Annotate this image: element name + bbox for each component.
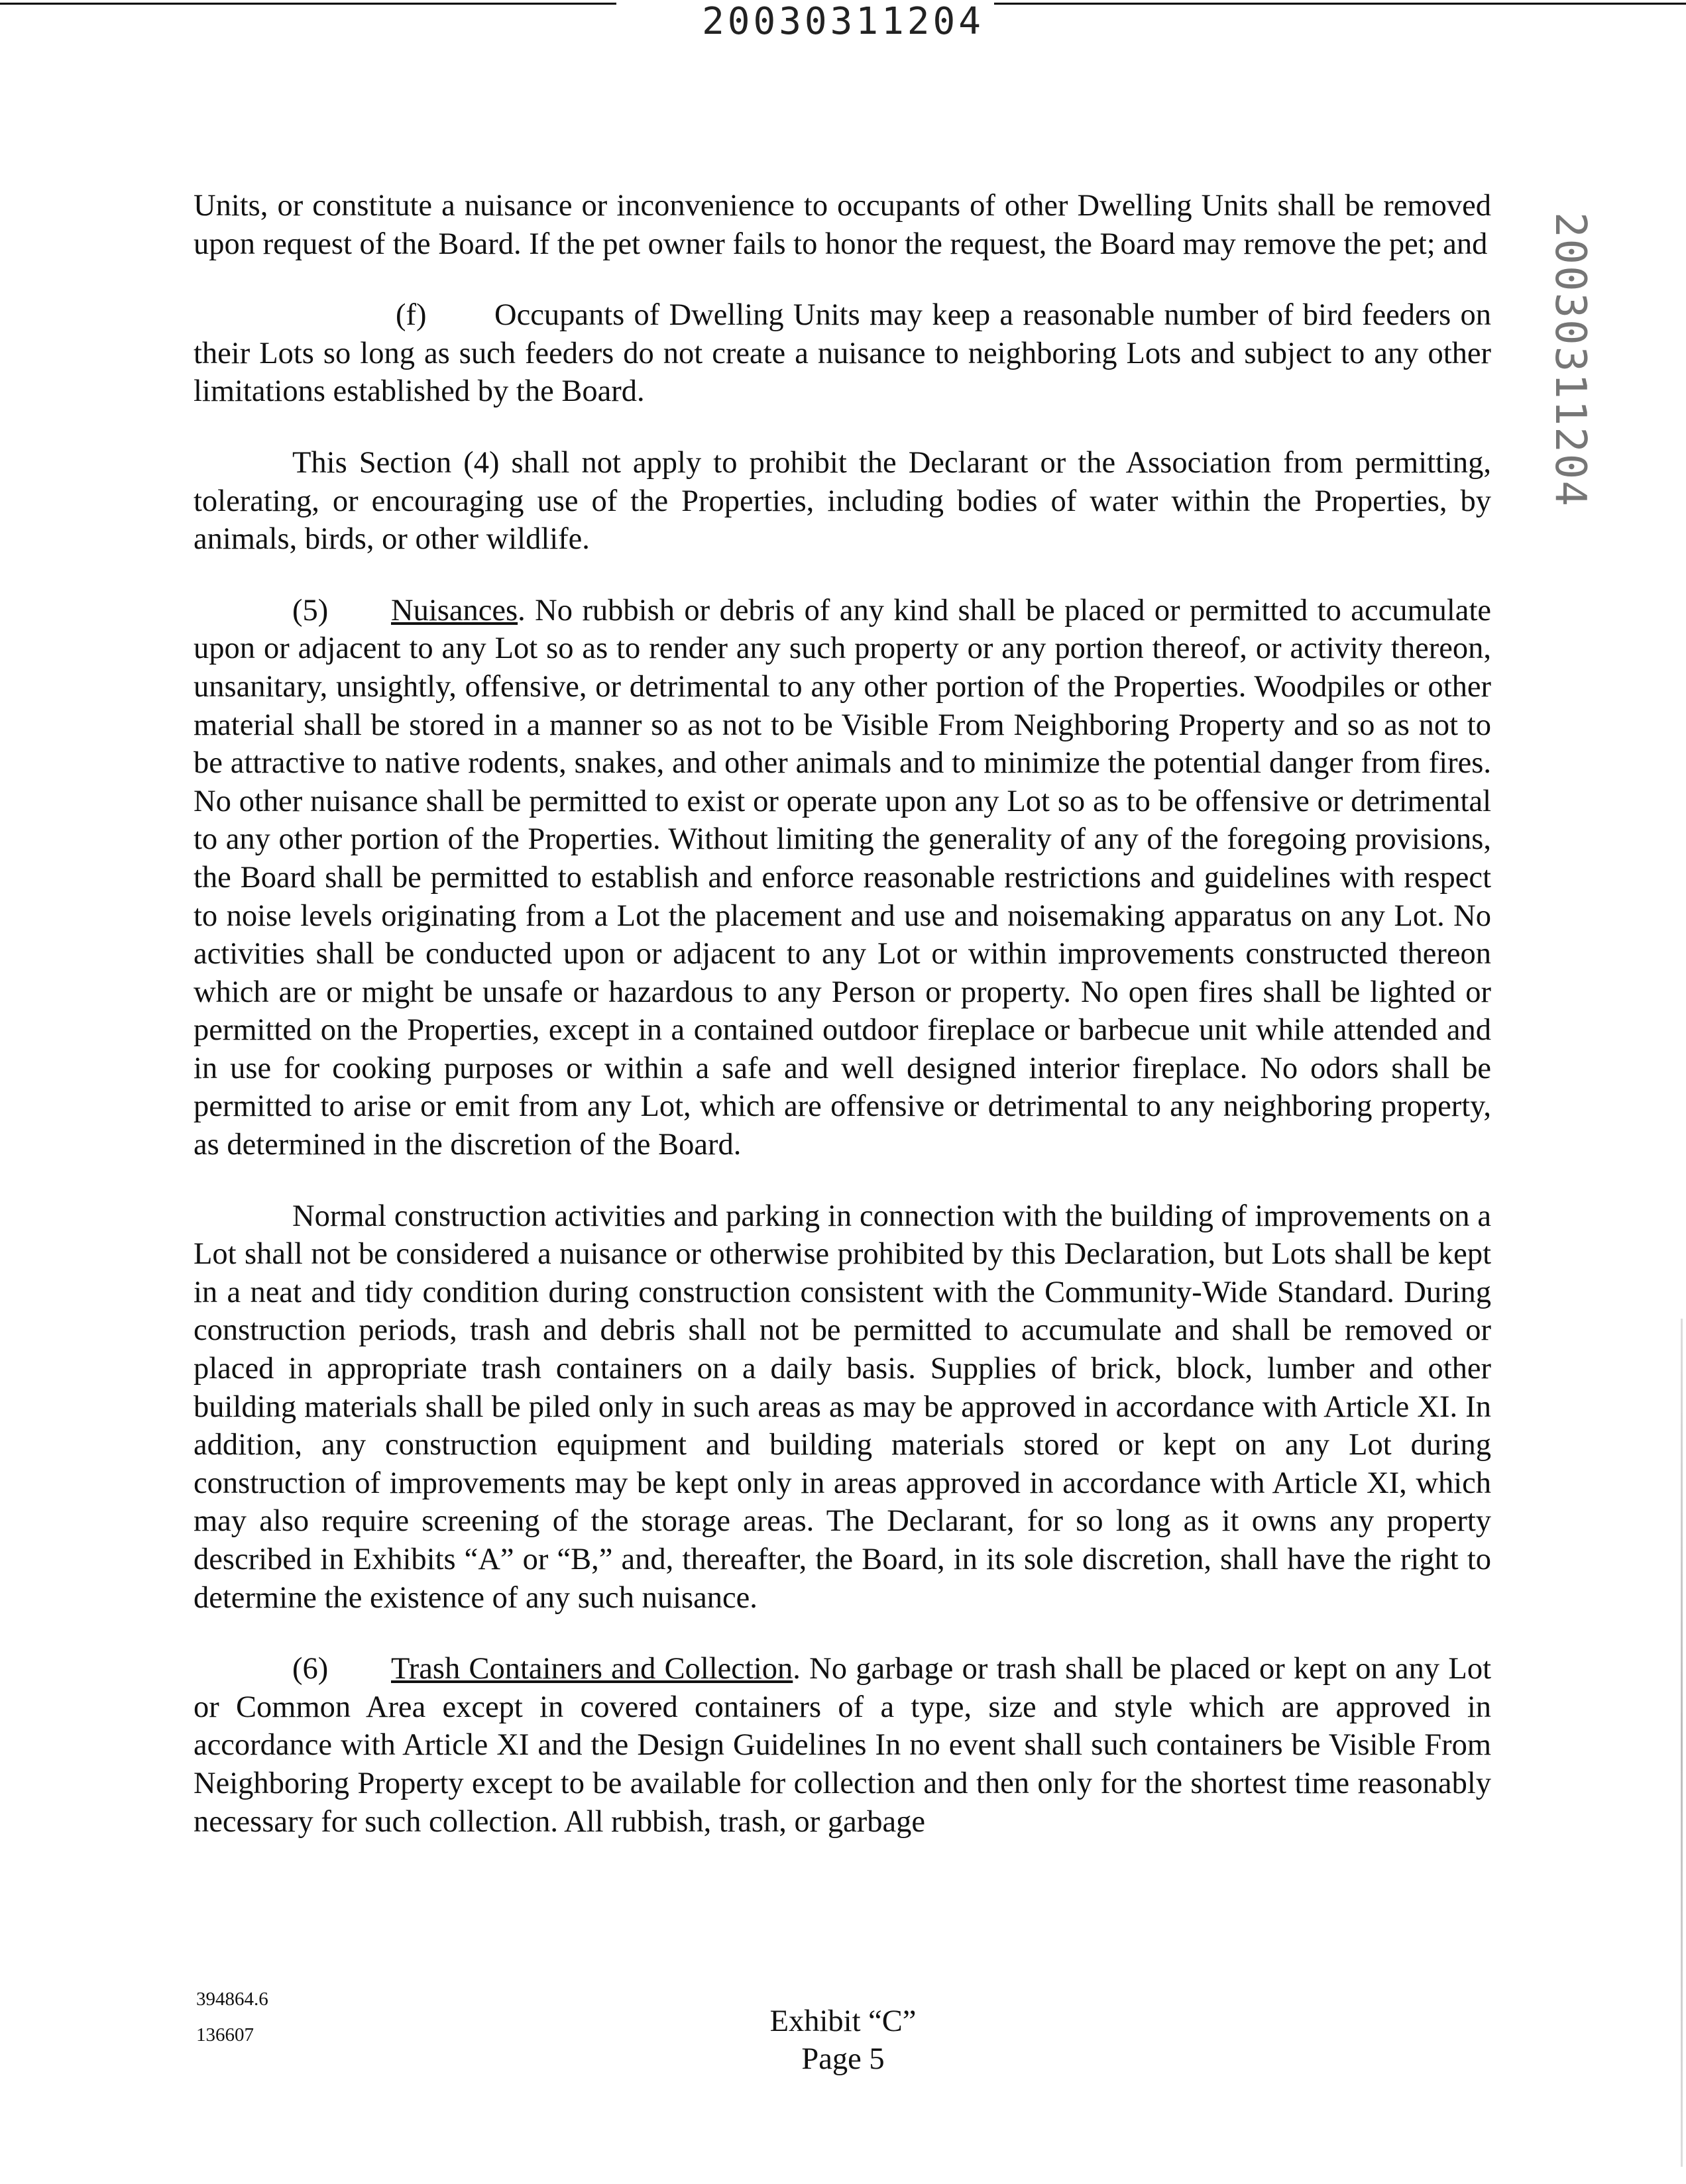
footer-exhibit [0, 2002, 1686, 2078]
footer-code-1: 394864.6 [196, 1989, 268, 2010]
page-number: Page 5 [801, 2042, 885, 2076]
paragraph-bird-feeders [194, 296, 1491, 411]
paragraph-nuisances [194, 592, 1491, 1164]
document-number: 20030311204 [702, 0, 984, 43]
paragraph-trash [194, 1650, 1491, 1841]
item-number: (5) [292, 593, 329, 628]
item-text: Occupants of Dwelling Units may keep a reasonable number of bird feeders on their Lots so long as such feeders do not create a nuisance to neighboring Lots and subject to any other limitations established by the Board. [194, 298, 1491, 409]
paragraph-section-4-scope: This Section (4) shall not apply to prohibit the Declarant or the Association from permitting, tolerating, or encouraging use of the Properties, including bodies of water within the Properties, by animals, birds, or other wildlife. [194, 445, 1491, 557]
section-heading: Trash Containers and Collection [391, 1652, 793, 1686]
paragraph-construction: Normal construction activities and parking in connection with the building of improvements on a Lot shall not be considered a nuisance or otherwise prohibited by this Declaration, but Lots shall be kept in a neat and tidy condition during construction consistent with the Community-Wide Standard. During construction periods, trash and debris shall not be permitted to accumulate and shall be removed or placed in appropriate trash containers on a daily basis. Supplies of brick, block, lumber and other building materials shall be piled only in such areas as may be approved in accordance with Article XI. In addition, any construction equipment and building materials stored or kept on any Lot during construction of improvements may be kept only in areas approved in accordance with Article XI, which may also require screening of the storage areas. The Declarant, for so long as it owns any property described in Exhibits “A” or “B,” and, thereafter, the Board, in its sole discretion, shall have the right to determine the existence of any such nuisance. [194, 1199, 1491, 1615]
section-heading: Nuisances [391, 593, 518, 628]
paragraph-pets-continued: Units, or constitute a nuisance or inconvenience to occupants of other Dwelling Units shall be removed upon request of the Board. If the pet owner fails to honor the request, the Board may remove the pet; and [194, 189, 1491, 261]
item-text: . No rubbish or debris of any kind shall be placed or permitted to accumulate upon or adjacent to any Lot so as to render any such property or any portion thereof, or activity thereon, unsanitary, unsightly, offensive, or detrimental to any other portion of the Properties. Woodpiles or other material shall be stored in a manner so as not to be Visible From Neighboring Property and so as not to be attractive to native rodents, snakes, and other animals and to minimize the potential danger from fires. No other nuisance shall be permitted to exist or operate upon any Lot so as to be offensive or detrimental to any other portion of the Properties. Without limiting the generality of any of the foregoing provisions, the Board shall be permitted to establish and enforce reasonable restrictions and guidelines with respect to noise levels originating from a Lot the placement and use and noisemaking apparatus on any Lot. No activities shall be conducted upon or adjacent to any Lot or within improvements constructed thereon which are or might be unsafe or hazardous to any Person or property. No open fires shall be lighted or permitted on the Properties, except in a contained outdoor fireplace or barbecue unit while attended and in use for cooking purposes or within a safe and well designed interior fireplace. No odors shall be permitted to arise or emit from any Lot, which are offensive or detrimental to any neighboring property, as determined in the discretion of the Board. [194, 593, 1491, 1162]
item-text: . No garbage or trash shall be placed or kept on any Lot or Common Area except in covered containers of a type, size and style which are approved in accordance with Article XI and the Design Guidelines In no event shall such containers be Visible From Neighboring Property except to be available for collection and then only for the shortest time reasonably necessary for such collection. All rubbish, trash, or garbage [194, 1652, 1491, 1839]
scan-edge [1681, 1319, 1683, 2167]
item-number: (f) [396, 298, 427, 333]
exhibit-label: Exhibit “C” [769, 2004, 917, 2038]
side-stamp: 20030311204 [1546, 212, 1595, 508]
footer-code-2: 136607 [196, 2024, 254, 2046]
document-body [194, 187, 1491, 1841]
item-number: (6) [292, 1652, 329, 1686]
